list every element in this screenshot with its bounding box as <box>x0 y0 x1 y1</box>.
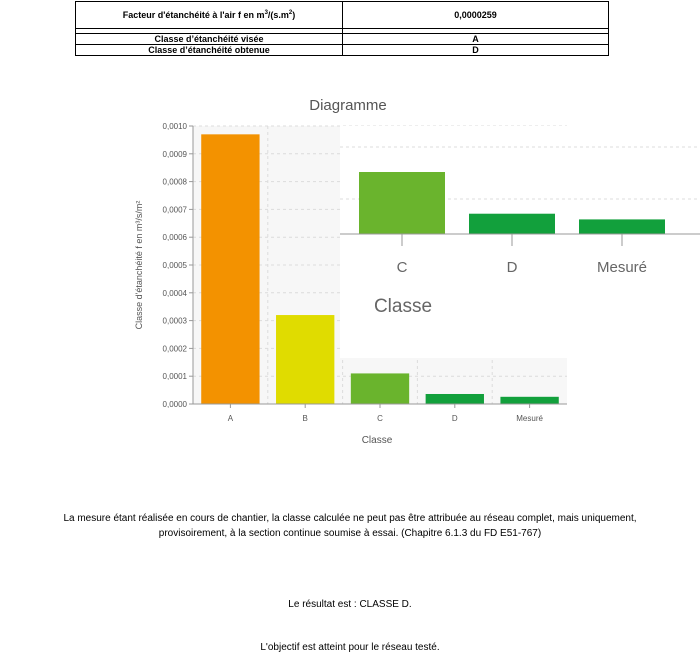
target-class-label: Classe d’étanchéité visée <box>76 34 343 45</box>
label-text-end: ) <box>292 10 296 20</box>
result-text: Le résultat est : CLASSE D. <box>288 599 412 610</box>
y-tick-label: 0,0010 <box>162 122 187 131</box>
inset-bar-c <box>359 172 445 234</box>
x-tick-label: C <box>377 414 383 423</box>
explanation-paragraph: La mesure étant réalisée en cours de chantier, la classe calculée ne peut pas être attribuée au réseau complet, mais uniquement, provisoirement, à la section continue soumise à essai. (Chapitre 6.1.3 du FD E51-767) <box>63 513 637 539</box>
zoom-inset <box>340 126 700 358</box>
inset-tick-label: Mesuré <box>596 259 648 276</box>
label-sup: 3 <box>264 10 268 16</box>
bar-mesuré <box>500 397 558 404</box>
bar-a <box>201 134 259 404</box>
bar-c <box>351 373 409 404</box>
obtained-class-label: Classe d’étanchéité obtenue <box>76 45 343 56</box>
y-tick-label: 0,0003 <box>162 316 187 326</box>
inset-background <box>340 126 567 358</box>
inset-bar-d <box>469 214 555 234</box>
y-tick-label: 0,0005 <box>162 261 187 270</box>
x-tick-label: A <box>227 414 234 423</box>
inset-tick-label: D <box>506 259 518 276</box>
y-tick-label: 0,0002 <box>162 344 187 354</box>
obtained-class-value: D <box>343 45 609 56</box>
airtightness-factor-value: 0,0000259 <box>343 2 609 29</box>
y-tick-label: 0,0007 <box>162 205 187 215</box>
y-tick-label: 0,0001 <box>162 372 187 382</box>
bar-b <box>276 315 334 404</box>
label-text-mid: /(s.m <box>267 10 289 20</box>
y-tick-label: 0,0008 <box>162 177 187 187</box>
x-axis-ticks <box>228 404 544 423</box>
y-tick-label: 0,0000 <box>162 400 187 409</box>
x-tick-label: D <box>451 414 458 423</box>
y-axis-ticks <box>163 122 193 409</box>
x-axis-label: Classe <box>361 435 393 446</box>
inset-tick-label: C <box>396 259 408 276</box>
label-sup2: 2 <box>288 10 293 16</box>
y-axis-label: Classe d'étanchéité f en m³/s/m² <box>134 200 144 330</box>
target-class-value: A <box>343 34 609 45</box>
y-tick-label: 0,0004 <box>162 288 187 298</box>
objective-text: L'objectif est atteint pour le réseau testé. <box>260 642 440 653</box>
x-tick-label: B <box>302 414 308 423</box>
x-tick-label: Mesuré <box>516 414 543 423</box>
chart-title: Diagramme <box>309 97 387 114</box>
y-tick-label: 0,0009 <box>162 149 187 159</box>
inset-bar-mesuré <box>579 219 665 234</box>
y-tick-label: 0,0006 <box>162 233 187 243</box>
inset-x-axis-label: Classe <box>373 296 433 317</box>
bar-d <box>426 394 484 404</box>
label-text: Facteur d'étanchéité à l'air f en m <box>122 10 265 20</box>
